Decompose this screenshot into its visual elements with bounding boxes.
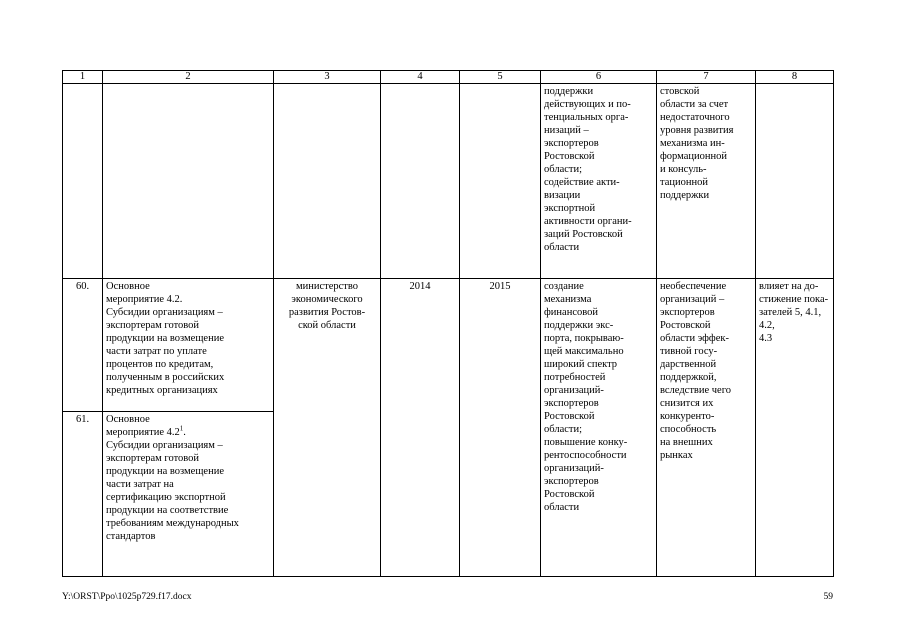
start-year-cell: 2014	[381, 279, 460, 577]
col-header-7: 7	[657, 71, 756, 84]
cont-cell-8	[756, 84, 834, 279]
col-header-6: 6	[541, 71, 657, 84]
program-table	[62, 70, 834, 577]
table-row-60	[63, 279, 834, 412]
cont-consequences-text: стовской области за счет недостаточного уровня развития механизма ин- формационной и консуль- тационной поддержки	[657, 84, 756, 279]
cont-cell-1	[63, 84, 103, 279]
measure-name-61	[103, 412, 274, 577]
footer-file-path: Y:\ORST\Ppo\1025p729.f17.docx	[62, 592, 192, 602]
end-year-cell: 2015	[460, 279, 541, 577]
col-header-2: 2	[103, 71, 274, 84]
cont-cell-3	[274, 84, 381, 279]
col-header-3: 3	[274, 71, 381, 84]
measure-61-line2-end: .	[183, 427, 186, 438]
cont-cell-2	[103, 84, 274, 279]
col-header-1: 1	[63, 71, 103, 84]
cont-cell-4	[381, 84, 460, 279]
measure-61-superscript: 1	[179, 424, 184, 433]
row-number-60: 60.	[63, 279, 103, 412]
col-header-5: 5	[460, 71, 541, 84]
footer-page-number: 59	[823, 592, 833, 602]
measure-61-line2-text: мероприятие 4.2	[106, 427, 180, 438]
consequences-cell: необеспечение организаций – экспортеров Ростовской области эффек- тивной госу- дарственной поддержкой, вследствие чего снизится их конкуренто- способность на внешних рынках	[657, 279, 756, 577]
col-header-4: 4	[381, 71, 460, 84]
row-number-61: 61.	[63, 412, 103, 577]
continuation-row	[63, 84, 834, 279]
executor-cell: министерство экономического развития Ростов- ской области	[274, 279, 381, 577]
measure-61-line2	[106, 426, 270, 439]
measure-name-60: Основное мероприятие 4.2. Субсидии организациям – экспортерам готовой продукции на возмещение части затрат по уплате процентов по кредитам, полученным в российских кредитных организациях	[103, 279, 274, 412]
col-header-8: 8	[756, 71, 834, 84]
measure-61-line1: Основное	[106, 414, 150, 425]
measure-61-description: Субсидии организациям – экспортерам готовой продукции на возмещение части затрат на сертификацию экспортной продукции на соответствие требованиям международных стандартов	[106, 440, 239, 542]
indicator-link-cell: влияет на до- стижение пока- зателей 5, 4.1, 4.2, 4.3	[756, 279, 834, 577]
cont-result-text: поддержки действующих и по- тенциальных орга- низаций – экспортеров Ростовской области; содействие акти- визации экспортной активности органи- заций Ростовской области	[541, 84, 657, 279]
expected-result-cell: создание механизма финансовой поддержки экс- порта, покрываю- щей максимально широкий спектр потребностей организаций- экспортеров Ростовской области; повышение конку- рентоспособности организаций- экспортеров Ростовской области	[541, 279, 657, 577]
cont-cell-5	[460, 84, 541, 279]
column-number-row	[63, 71, 834, 84]
